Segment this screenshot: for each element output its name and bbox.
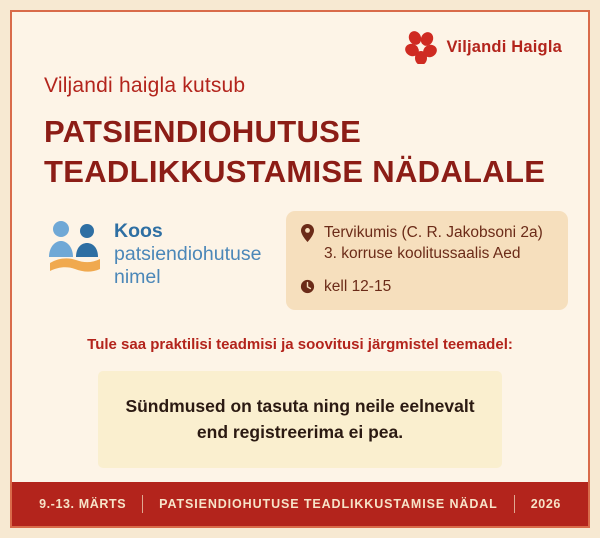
location-line-1: Tervikumis (C. R. Jakobsoni 2a) [324, 224, 543, 242]
two-people-handshake-icon [44, 217, 106, 281]
map-pin-icon [300, 224, 315, 242]
footer-year: 2026 [530, 497, 561, 511]
location-line-2: 3. korruse koolitussaalis Aed [324, 245, 521, 263]
notice-line-1: Sündmused on tasuta ning neile eelnevalt [125, 396, 475, 417]
mid-section [12, 211, 588, 310]
topics-heading: Tule saa praktilisi teadmisi ja soovitusi järgmistel teemadel: [87, 336, 513, 354]
clock-icon [300, 278, 315, 296]
notice-box [98, 371, 502, 468]
event-details-box [286, 211, 568, 310]
campaign-line-2: patsiendiohutuse [114, 243, 262, 266]
brand-bar [12, 12, 588, 74]
notice-line-2: end registreerima ei pea. [196, 422, 404, 443]
brand-logo [404, 30, 562, 64]
footer-bar [12, 482, 588, 526]
footer-divider-right [514, 495, 515, 513]
campaign-line-3: nimel [114, 266, 161, 289]
time-text: kell 12-15 [324, 278, 392, 296]
headline-line-2: TEADLIKKUSTAMISE NÄDALALE [44, 153, 546, 189]
footer-title: PATSIENDIOHUTUSE TEADLIKKUSTAMISE NÄDAL [159, 497, 498, 511]
location-row [300, 223, 554, 265]
time-row [300, 277, 554, 298]
kicker-text: Viljandi haigla kutsub [44, 74, 246, 97]
campaign-line-1: Koos [114, 220, 163, 243]
headline-line-1: PATSIENDIOHUTUSE [44, 114, 362, 149]
campaign-wordmark [114, 217, 261, 289]
flower-petals-icon [404, 30, 438, 64]
location-text [324, 223, 543, 265]
campaign-logo [44, 211, 274, 289]
poster-inner-frame [10, 10, 590, 528]
footer-dates: 9.-13. MÄRTS [39, 497, 127, 511]
footer-divider-left [142, 495, 143, 513]
page-title [44, 112, 584, 191]
brand-name: Viljandi Haigla [446, 37, 562, 56]
